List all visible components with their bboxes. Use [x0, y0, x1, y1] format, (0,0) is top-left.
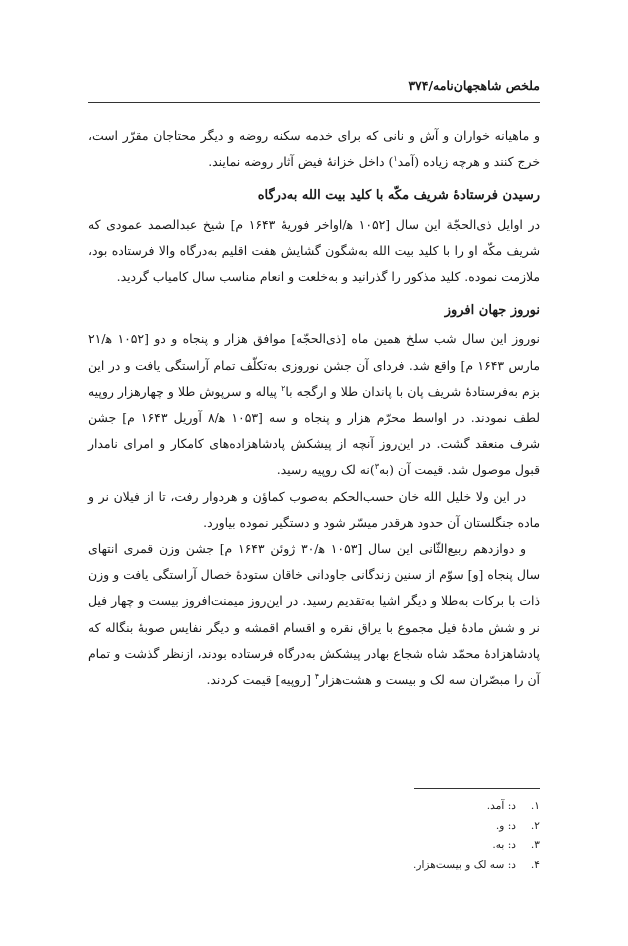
header-rule [88, 102, 540, 103]
paragraph-1-tail: ) داخل خزانهٔ فیض آثار روضه نمایند. [208, 154, 394, 170]
paragraph-3-part-a: نوروز این سال شب سلخ همین ماه [ذی‌الحجّه] موافق هزار و پنجاه و دو [۱۰۵۲ ه‍/۲۱ مارس ۱۶۴۳ م] واقع شد. فردای آن جشن نوروزی به‌تکلّف تمام آراستگی یافت و در این بزم به‌فرستادهٔ شریف پان با پاندان طلا و ارگجه با [88, 331, 540, 399]
paragraph-5-part-a: و دوازدهم ربیع‌الثّانی این سال [۱۰۵۳ ه‍/۳۰ ژوئن ۱۶۴۳ م] جشن وزن قمری انتهای سال پنجاه [و] سوّم از سنین زندگانی جاودانی خاقان ستودهٔ خصال آراستگی یافت و وزن ذات با برکات به‌طلا و دیگر اشیا به‌تقدیم رسید. در این‌روز میمنت‌افروز بیست و چهار فیل نر و شش مادهٔ فیل مجموع با یراق نقره و اقسام اقمشه و دیگر نفایس صوبهٔ بنگاله که پادشاهزادهٔ محمّد شاه شجاع بهادر پیشکش به‌درگاه فرستاده بودند، ازنظر گذشت و تمام آن را مبصّران سه لک و بیست و هشت‌هزار [88, 541, 540, 688]
section-heading-1: رسیدن فرستادهٔ شریف مکّه با کلید بیت الله به‌درگاه [257, 188, 540, 204]
paragraph-1-text: و ماهیانه خواران و آش و نانی که برای خدمه سکنه روضه و دیگر محتاجان مقرّر است، خرج کنند و هرچه زیاده (آمد [88, 128, 540, 170]
paragraph-4: در این ولا خلیل الله خان حسب‌الحکم به‌صوب کماؤن و هردوار رفت، تا از فیلان نر و ماده جنگلستان آن حدود هرقدر میسّر شود و دستگیر نموده بیاورد. [88, 488, 540, 530]
footnote-number: ۴. [530, 858, 540, 871]
main-text [88, 123, 540, 693]
footnote-number: ۲. [530, 819, 540, 832]
paragraph-3 [88, 326, 540, 483]
paragraph-5 [88, 536, 540, 693]
footnotes [88, 797, 540, 875]
paragraph-3-part-b: پیاله و سرپوش طلا و چهارهزار روپیه لطف نمودند. در اواسط محرّم هزار و پنجاه و سه [۱۰۵۳ ه‍/۸ آوریل ۱۶۴۳ م] جشن شرف منعقد گشت. در این‌روز آنچه از پیشکش پادشاهزاده‌های کامکار و امرای نامدار قبول موصول شد. قیمت آن (به [88, 383, 540, 478]
footnote-ref-1: ۱ [393, 154, 398, 164]
footnote-item [88, 797, 540, 817]
running-header: ملخص شاهجهان‌نامه/۳۷۴ [408, 78, 540, 93]
footnote-number: ۱. [530, 800, 540, 812]
section-heading-2: نوروز جهان افروز [444, 303, 540, 319]
paragraph-1 [88, 123, 540, 175]
footnote-rule [414, 788, 540, 789]
footnote-ref-2: ۲ [281, 383, 286, 393]
footnote-number: ۳. [530, 839, 540, 851]
paragraph-3-part-c: )نه لک روپیه رسید. [276, 462, 375, 478]
footnote-item [88, 817, 540, 837]
footnote-item [88, 856, 540, 876]
footnote-text: د: و. [495, 819, 516, 832]
footnote-text: د: سه لک و بیست‌هزار. [413, 858, 516, 871]
footnote-text: د: به. [492, 839, 516, 851]
paragraph-2: در اوایل ذی‌الحجّة این سال [۱۰۵۲ ه‍/اواخر فوریهٔ ۱۶۴۳ م] شیخ عبدالصمد عمودی که شریف مکّه او را با کلید بیت الله به‌شگون گشایش هفت اقلیم به‌درگاه والا فرستاده بود، ملازمت نموده. کلید مذکور را گذرانید و به‌خلعت و انعام مناسب سال کامیاب گردید. [88, 216, 540, 285]
paragraph-5-part-b: [روپیه] قیمت کردند. [206, 672, 315, 688]
footnote-ref-4: ۴ [314, 671, 320, 681]
footnote-ref-3: ۳ [374, 462, 379, 472]
footnote-text: د: آمد. [486, 800, 516, 812]
footnote-item [88, 836, 540, 856]
